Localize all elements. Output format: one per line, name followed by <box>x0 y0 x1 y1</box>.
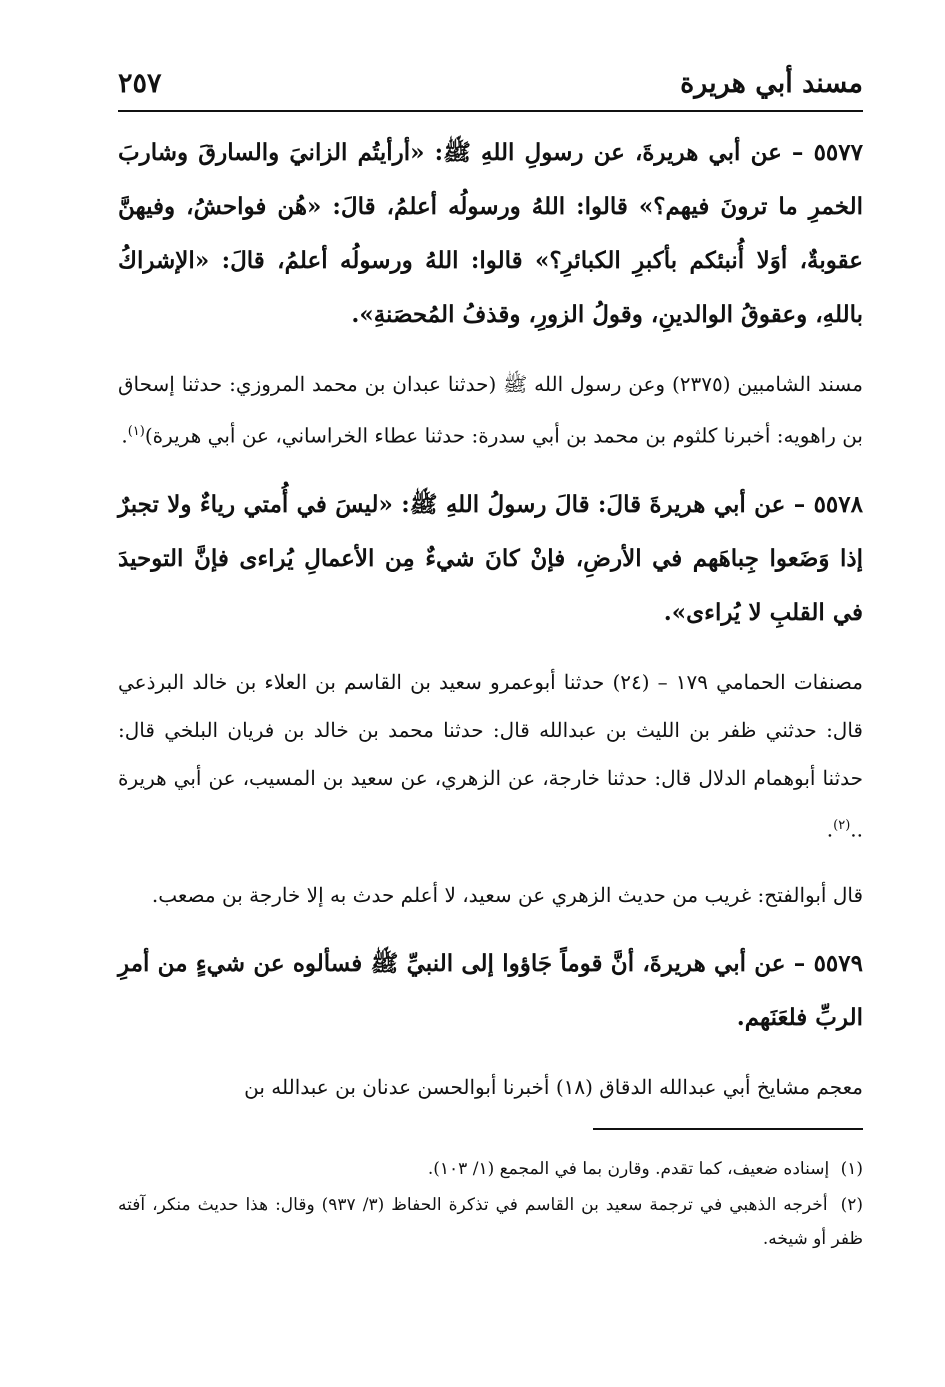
footnote <box>118 1152 863 1186</box>
footnotes <box>118 1152 863 1258</box>
footnote-number: (١) <box>840 1159 863 1179</box>
footnote-reference: (١) <box>127 424 145 439</box>
footnote-reference: (٢) <box>833 817 851 833</box>
source-paragraph <box>118 360 863 460</box>
footnote-separator <box>593 1128 863 1130</box>
source-text: مسند الشامبين (٢٣٧٥) وعن رسول الله ﷺ (حدثنا عبدان بن محمد المروزي: حدثنا إسحاق بن راهويه: أخبرنا كلثوم بن محمد بن أبي سدرة: حدثنا عطاء الخراساني، عن أبي هريرة) <box>118 372 863 448</box>
footnote <box>118 1188 863 1256</box>
footnote-number: (٢) <box>840 1195 863 1215</box>
hadith-text: – عن أبي هريرةَ قالَ: قالَ رسولُ اللهِ ﷺ: «ليسَ في أُمتي رياءٌ ولا تجبرٌ إذا وَضَعوا جِباهَهم في الأرضِ، فإنْ كانَ شيءٌ مِن الأعمالِ يُراءى فإنَّ التوحيدَ في القلبِ لا يُراءى». <box>118 490 863 626</box>
source-paragraph <box>118 658 863 854</box>
hadith-text: – عن أبي هريرةَ، أنَّ قوماً جَاؤوا إلى النبيِّ ﷺ فسألوه عن شيءٍ من أمرِ الربِّ فلعَنَهم. <box>118 950 863 1032</box>
hadith-number: ٥٥٧٩ <box>813 950 863 978</box>
hadith-paragraph <box>118 937 863 1045</box>
page-header <box>118 66 863 112</box>
commentary-paragraph <box>118 871 863 919</box>
footnote-text: أخرجه الذهبي في ترجمة سعيد بن القاسم في تذكرة الحفاظ (٣/ ٩٣٧) وقال: هذا حديث منكر، آفته ظفر أو شيخه. <box>118 1195 863 1249</box>
source-text: مصنفات الحمامي ١٧٩ – (٢٤) حدثنا أبوعمرو سعيد بن القاسم بن العلاء بن خالد البرذعي قال: حدثني ظفر بن الليث بن عبدالله قال: حدثنا محمد بن خالد بن فريان البلخي قال: حدثنا أبوهمام الدلال قال: حدثنا خارجة، عن الزهري، عن سعيد بن المسيب، عن أبي هريرة .. <box>118 669 863 842</box>
hadith-number: ٥٥٧٨ <box>813 490 863 518</box>
source-paragraph <box>118 1063 863 1111</box>
hadith-paragraph <box>118 126 863 342</box>
source-text: معجم مشايخ أبي عبدالله الدقاق (١٨) أخبرنا أبوالحسن عدنان بن عبدالله بن <box>244 1075 863 1100</box>
source-text-end: . <box>121 423 128 448</box>
running-title: مسند أبي هريرة <box>680 68 863 99</box>
source-text-end: . <box>826 817 834 842</box>
hadith-paragraph <box>118 478 863 640</box>
hadith-number: ٥٥٧٧ <box>813 139 863 166</box>
commentary-text: قال أبوالفتح: غريب من حديث الزهري عن سعيد، لا أعلم حدث به إلا خارجة بن مصعب. <box>151 883 863 908</box>
main-text <box>118 126 863 1129</box>
page-number: ٢٥٧ <box>118 68 162 99</box>
footnote-text: إسناده ضعيف، كما تقدم. وقارن بما في المجمع (١/ ١٠٣). <box>427 1159 830 1179</box>
hadith-text: – عن أبي هريرةَ، عن رسولِ اللهِ ﷺ: «أرأيتُم الزانيَ والسارقَ وشاربَ الخمرِ ما ترونَ فيهم؟» قالوا: اللهُ ورسولُه أعلمُ، قالَ: «هُن فواحشُ، وفيهنَّ عقوبةٌ، أوَلا أُنبئكم بأكبرِ الكبائرِ؟» قالوا: اللهُ ورسولُه أعلمُ، قالَ: «الإشراكُ باللهِ، وعقوقُ الوالدينِ، وقولُ الزورِ، وقذفُ المُحصَنةِ». <box>118 139 863 328</box>
